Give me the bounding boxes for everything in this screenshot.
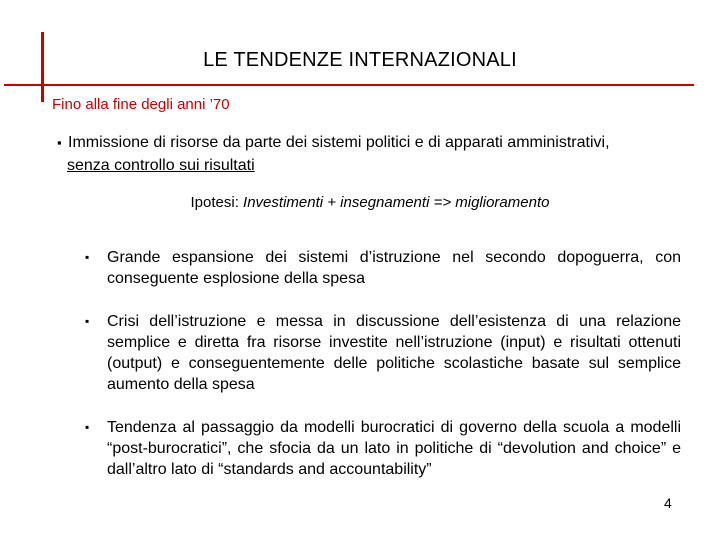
square-bullet-icon: ▪ — [85, 250, 90, 264]
bullet-list — [85, 247, 681, 502]
intro-line-2: senza controllo sui risultati — [67, 157, 255, 174]
square-bullet-icon: ▪ — [85, 420, 90, 434]
bullet-text: Tendenza al passaggio da modelli burocratici di governo della scuola a modelli “post-burocratici”, che sfocia da un lato in politiche di “devolution and choice” e dall’altro lato di “standards and accountability” — [107, 419, 681, 478]
slide-title: LE TENDENZE INTERNAZIONALI — [203, 49, 517, 71]
hypothesis-text: Investimenti + insegnamenti => miglioramento — [243, 194, 550, 211]
slide-subtitle: Fino alla fine degli anni ’70 — [52, 96, 230, 113]
intro-paragraph — [57, 131, 697, 177]
hypothesis-line — [0, 194, 720, 211]
square-bullet-icon: ▪ — [85, 314, 90, 328]
bullet-text: Grande espansione dei sistemi d’istruzione nel secondo dopoguerra, con conseguente esplosione della spesa — [107, 249, 681, 287]
bullet-text: Crisi dell’istruzione e messa in discussione dell’esistenza di una relazione semplice e diretta fra risorse investite nell’istruzione (input) e risultati ottenuti (output) e conseguentemente delle politiche scolastiche basate sul semplice aumento della spesa — [107, 313, 681, 393]
decorative-horizontal-rule — [4, 84, 694, 86]
page-number: 4 — [664, 495, 672, 511]
list-item — [85, 311, 681, 395]
intro-line-1: Immissione di risorse da parte dei sistemi politici e di apparati amministrativi, — [68, 134, 610, 151]
list-item — [85, 417, 681, 480]
hypothesis-label: Ipotesi: — [190, 194, 244, 211]
square-bullet-icon: ▪ — [57, 135, 62, 150]
list-item — [85, 247, 681, 289]
